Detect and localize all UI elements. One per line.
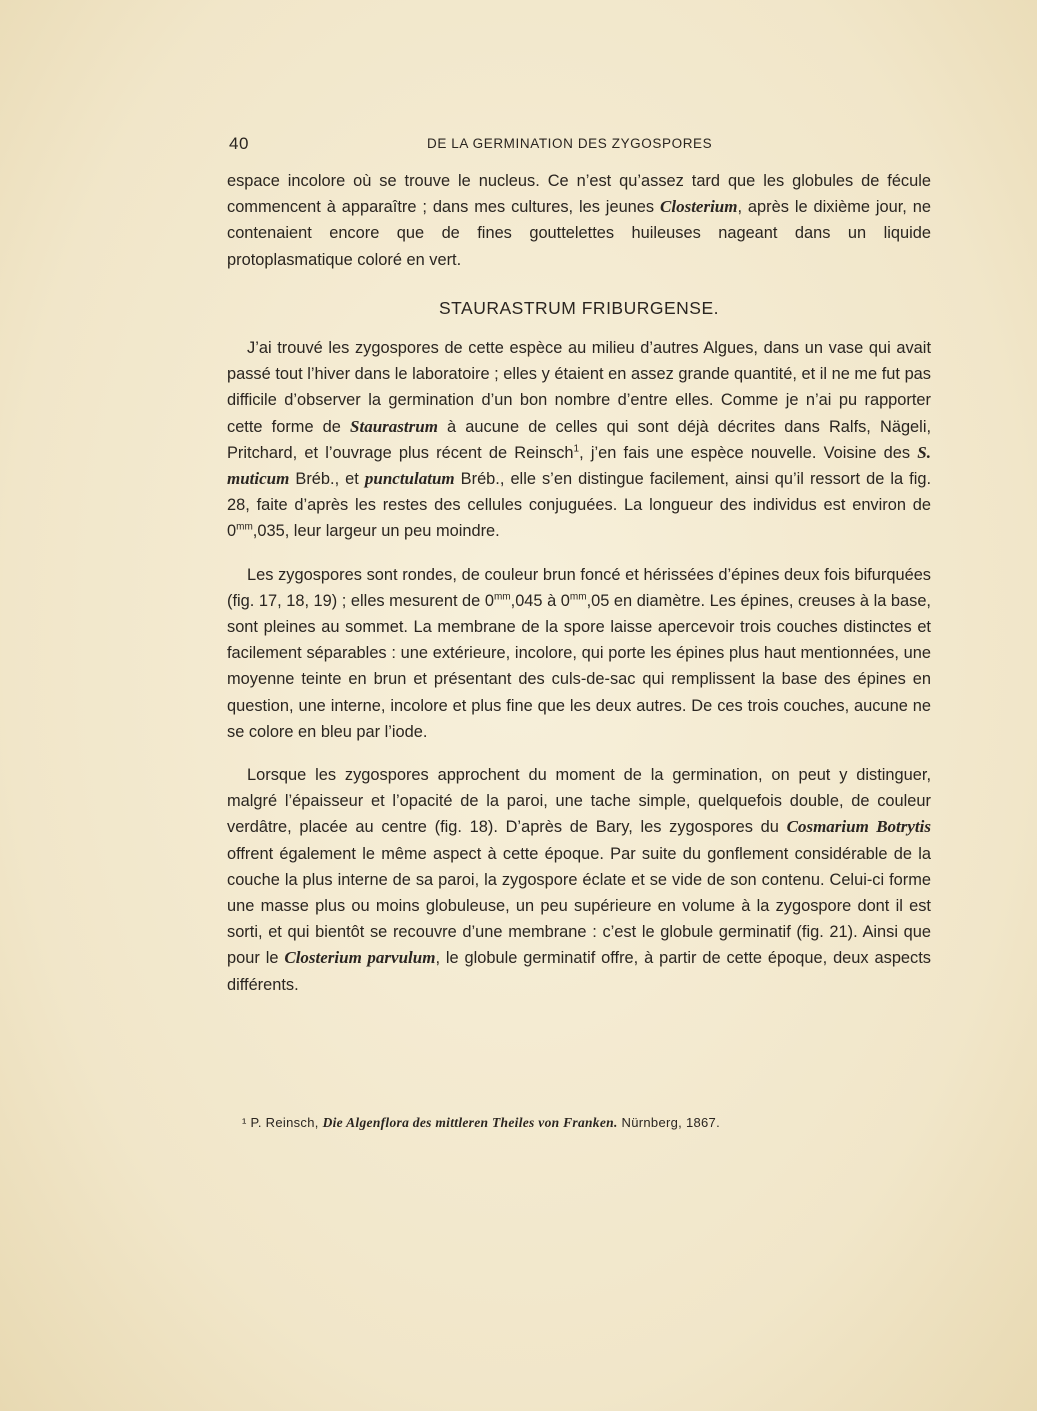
text-span: Lorsque les zygospores approchent du moment de la germination, on peut y distinguer, malgré l’épaisseur et l’opacité de la paroi, une tache simple, quelquefois double, de couleur verdâtre, placée au centre (fig. 18). D’après de Bary, les zygospores du [227,766,931,837]
italic-term: Staurastrum [350,416,438,436]
text-span: Bréb., et [289,470,365,489]
footnote [242,1115,720,1131]
italic-term: Closterium parvulum [284,948,436,968]
text-span: Les zygospores sont rondes, de couleur brun foncé et hérissées d’épines deux fois bifurquées (fig. 17, 18, 19) ; elles mesurent de 0 [227,565,931,610]
text-span: Nürnberg, 1867. [617,1115,721,1130]
page-number: 40 [229,134,249,153]
text-span: ,045 à 0 [510,591,570,610]
text-span: J’ai trouvé les zygospores de cette espèce au milieu d’autres Algues, dans un vase qui avait passé tout l’hiver dans le laboratoire ; elles y étaient en assez grande quantité, et il ne me fut pas difficile d’observer la germination d’un bon nombre d’entre elles. Comme je n’ai pu rapporter cette forme de [227,339,931,436]
text-span: Bréb., elle s’en distingue facilement, ainsi qu’il ressort de la fig. 28, faite d’après les restes des cellules conjuguées. La longueur des individus est environ de 0 [227,470,932,541]
footnote-reference[interactable]: 1 [573,443,580,455]
footnote-marker: ¹ [242,1115,247,1130]
paragraph-4 [227,762,931,998]
text-span: offrent également le même aspect à cette époque. Par suite du gonflement considérable de la couche la plus interne de sa paroi, la zygospore éclate et se vide de son contenu. Celui-ci forme une masse plus ou moins globuleuse, un peu supérieure en volume à la zygospore dont il est sorti, et qui bientôt se recouvre d’une membrane : c’est le globule germinatif (fig. 21). Ainsi que pour le [227,844,931,968]
text-span: espace incolore où se trouve le nucleus. Ce n’est qu’assez tard que les globules de fécule commencent à apparaître ; dans mes cultures, les jeunes [227,172,931,217]
italic-term: Closterium [660,197,738,217]
text-span: , après le dixième jour, ne contenaient encore que de fines gouttelettes huileuses nageant dans un liquide protoplasmatique coloré en vert. [227,198,931,269]
italic-term: punctulatum [364,469,455,489]
paragraph-3 [227,562,931,745]
text-span: à aucune de celles qui sont déjà décrites dans Ralfs, Nägeli, Pritchard, et l’ouvrage plus récent de Reinsch [227,417,932,462]
italic-title: Die Algenflora des mittleren Theiles von Franken. [322,1115,618,1130]
text-span: P. Reinsch, [246,1115,323,1130]
unit-superscript: mm [493,591,511,603]
paragraph-2 [227,335,931,545]
section-title: STAURASTRUM FRIBURGENSE. [438,297,720,318]
unit-superscript: mm [236,521,253,533]
body-text [227,168,931,998]
page-header [227,134,931,156]
text-span: , j’en fais une espèce nouvelle. Voisine des [579,443,918,462]
italic-term: Cosmarium Botrytis [786,817,931,837]
italic-term: S. muticum [227,442,931,489]
unit-superscript: mm [569,591,587,603]
text-span: , le globule germinatif offre, à partir de cette époque, deux aspects différents. [227,949,931,994]
text-span: ,05 en diamètre. Les épines, creuses à la base, sont pleines au sommet. La membrane de la spore laisse apercevoir trois couches distinctes et facilement séparables : une extérieure, incolore, qui porte les épines plus haut mentionnées, une moyenne teinte en brun et présentant des culs-de-sac qui remplissent la base des épines en question, une interne, incolore et plus fine que les deux autres. De ces trois couches, aucune ne se colore en bleu par l’iode. [227,591,931,741]
running-title: DE LA GERMINATION DES ZYGOSPORES [427,136,713,151]
paragraph-1 [227,168,931,273]
text-span: ,035, leur largeur un peu moindre. [252,522,500,541]
